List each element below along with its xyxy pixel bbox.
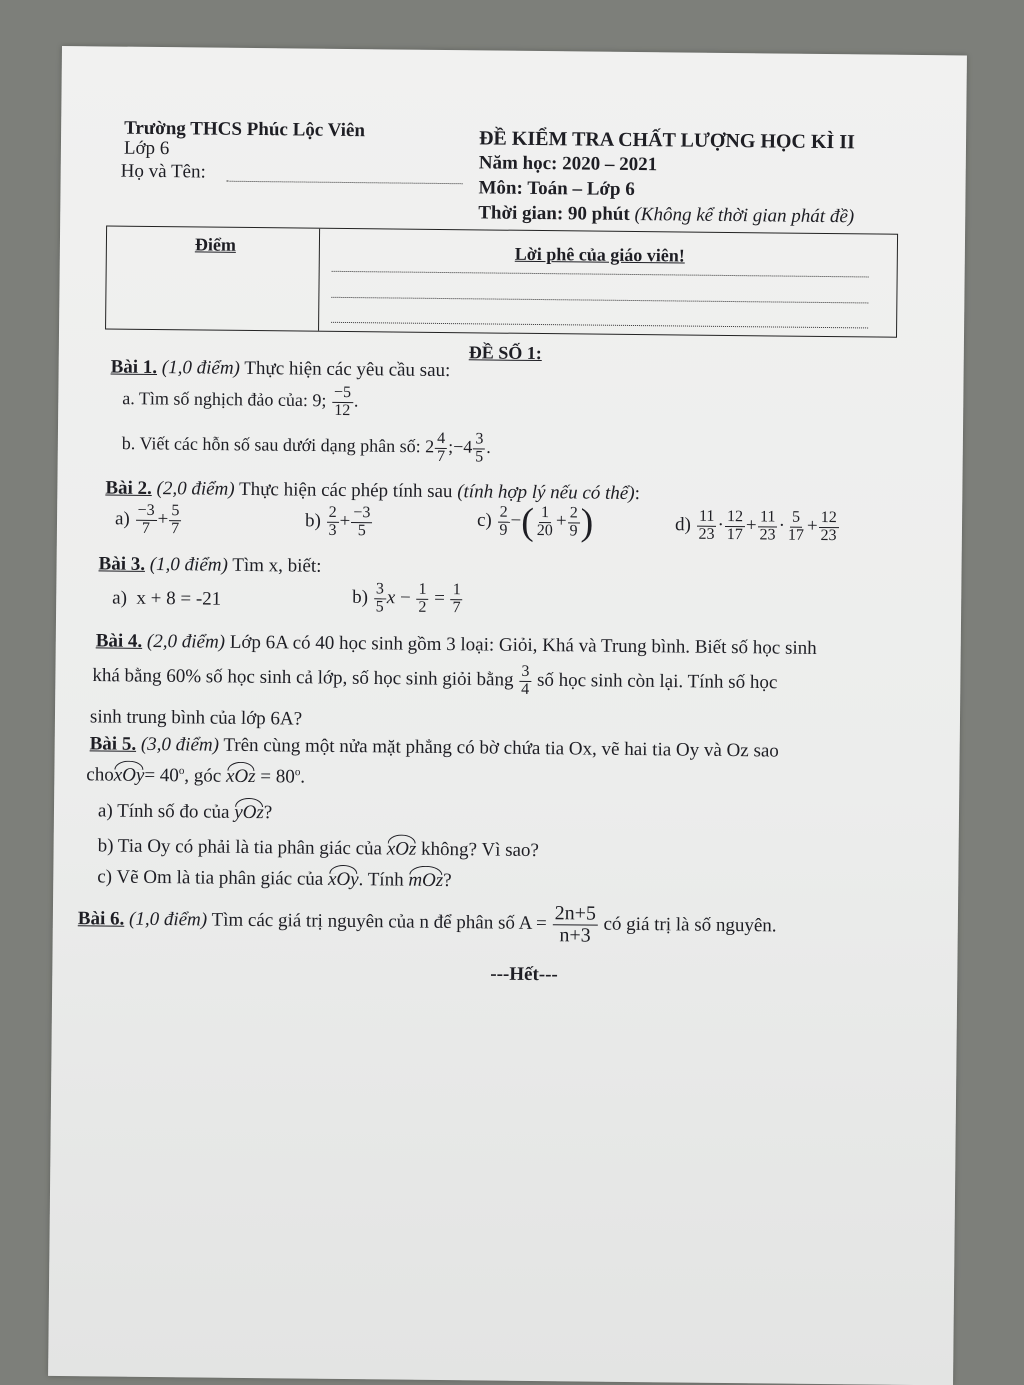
student-name-line bbox=[227, 181, 463, 184]
q2-note: (tính hợp lý nếu có thể) bbox=[457, 481, 635, 505]
q5-points: (3,0 điểm) bbox=[140, 733, 220, 756]
q5-line1: Trên cùng một nửa mặt phẳng có bờ chứa tia Ox, vẽ hai tia Oy và Oz sao bbox=[223, 734, 779, 762]
q2a-expression: a) $\frac{-3}{7}$ + $\frac{5}{7}$ bbox=[114, 501, 180, 538]
class-label: Lớp 6 bbox=[123, 137, 170, 160]
q4-line2a: khá bằng 60% số học sinh cả lớp, số học sinh giỏi bằng bbox=[92, 665, 514, 691]
q4-label: Bài 4. bbox=[95, 630, 143, 652]
q1-text: Thực hiện các yêu cầu sau: bbox=[244, 357, 451, 382]
q6-label: Bài 6. bbox=[77, 908, 125, 930]
q1b-text: b. Viết các hỗn số sau dưới dạng phân số: bbox=[121, 433, 421, 457]
grade-table bbox=[105, 225, 898, 337]
comment-line-3 bbox=[331, 322, 868, 329]
q1a-fraction: $\frac{-5}{12}$ bbox=[332, 385, 353, 420]
q3-text: Tìm x, biết: bbox=[232, 554, 322, 577]
q4-line3: sinh trung bình của lớp 6A? bbox=[89, 706, 303, 730]
exam-paper: Trường THCS Phúc Lộc Viên Lớp 6 Họ và Tên: ĐỀ KIỂM TRA CHẤT LƯỢNG HỌC KÌ II Năm học: 2020 – 2021 Môn: Toán – Lớp 6 Thời gian: 90 phút (Không kể thời gian phát đề) Điểm Lời phê của giáo viên! ĐỀ SỐ 1: Bài 1. (1,0 điểm) Thực hiện các yêu cầu sau: a. Tìm số nghịch đảo của: 9; $\frac{-5}{12}$ . b. Viết các hỗn số sau dưới dạng phân số: 2 $\frac{4}{7}$ ;−4 $\frac{3}{5}$ . Bài 2. (2,0 điểm) Thực hiện các phép tính sau (tính hợp lý nếu có thể): a) $\frac{-3}{7}$ + $\frac{5}{7}$ b) $\frac{2}{3}$ + $\frac{-3}{5}$ c) $\frac{2}{9}$ −( $\frac{1}{20}$ + $\frac{2}{9}$ ) d) $\frac{11}{23}$ · $\frac{12}{17}$ + $\frac{11}{23}$ · $\frac{5}{17}$ + $\frac{12}{23}$ Bài 3. (1,0 điểm) Tìm x, biết: a) x + 8 = -21 b) $\frac{3}{5}$ x − $\frac{1}{2}$ = $\frac{1}{7}$ Bài 4. (2,0 điểm) Lớp 6A có 40 học sinh gồm 3 loại: Giỏi, Khá và Trung bình. Biết số học sinh khá bằng 60% số học sinh cả lớp, số học sinh giỏi bằng $\frac{3}{4}$ số học sinh còn lại. Tính số học sinh trung bình của lớp 6A? Bài 5. (3,0 điểm) Trên cùng một nửa mặt phẳng có bờ chứa tia Ox, vẽ hai tia Oy và Oz sao choxOy= $40^o$, góc xOz = $80^o$. a) Tính số đo của yOz? b) Tia Oy có phải là tia phân giác của xOz không? Vì sao? c) Vẽ Om là tia phân giác của xOy. Tính mOz? Bài 6. (1,0 điểm) Tìm các giá trị nguyên của n để phân số A = $\frac{2n+5}{n+3}$ có giá trị là số nguyên. ---Hết--- bbox=[48, 46, 967, 1385]
q2d-expression: d) $\frac{11}{23}$ · $\frac{12}{17}$ + $\frac{11}{23}$ · $\frac{5}{17}$ + $\frac{12}{23}$ bbox=[674, 507, 837, 544]
q2-text: Thực hiện các phép tính sau bbox=[238, 478, 453, 503]
q3-label: Bài 3. bbox=[98, 553, 146, 575]
q6-line bbox=[78, 898, 777, 948]
q6-fraction: $\frac{2n+5}{n+3}$ bbox=[552, 903, 598, 946]
comment-line-2 bbox=[331, 297, 868, 304]
q1b-mixed-1: $\frac{4}{7}$ bbox=[436, 429, 446, 465]
student-name-label: Họ và Tên: bbox=[120, 160, 206, 183]
grade-table-divider bbox=[318, 229, 320, 331]
school-name: Trường THCS Phúc Lộc Viên bbox=[124, 117, 366, 142]
q4-line2b: số học sinh còn lại. Tính số học bbox=[536, 669, 778, 694]
q5a-text: a) Tính số đo của yOz? bbox=[97, 800, 273, 824]
end-marker: ---Hết--- bbox=[490, 963, 558, 986]
time-limit: Thời gian: 90 phút bbox=[478, 202, 630, 225]
exam-code: ĐỀ SỐ 1: bbox=[468, 342, 542, 364]
q5b-text: b) Tia Oy có phải là tia phân giác của xOz không? Vì sao? bbox=[97, 835, 540, 862]
angle-xoz: xOz bbox=[225, 765, 256, 788]
q5-label: Bài 5. bbox=[89, 733, 137, 755]
subject: Môn: Toán – Lớp 6 bbox=[478, 177, 635, 201]
q4-line1: Lớp 6A có 40 học sinh gồm 3 loại: Giỏi, Khá và Trung bình. Biết số học sinh bbox=[229, 631, 817, 659]
comment-line-1 bbox=[332, 271, 869, 278]
q6-points: (1,0 điểm) bbox=[128, 908, 208, 931]
score-label: Điểm bbox=[194, 234, 237, 255]
q1b-mixed-2: $\frac{3}{5}$ bbox=[475, 430, 484, 466]
angle-yoz: yOz bbox=[234, 801, 264, 824]
q5-line2: choxOy= $40^o$, góc xOz = $80^o$. bbox=[86, 764, 306, 788]
q2b-expression: b) $\frac{2}{3}$ + $\frac{-3}{5}$ bbox=[304, 503, 371, 540]
q3a-expression: a) x + 8 = -21 bbox=[112, 587, 222, 610]
q1-label: Bài 1. bbox=[110, 356, 158, 379]
q6-end: có giá trị là số nguyên. bbox=[603, 913, 777, 937]
school-year: Năm học: 2020 – 2021 bbox=[478, 152, 658, 176]
q3-points: (1,0 điểm) bbox=[149, 553, 228, 576]
q3b-expression: b) $\frac{3}{5}$ x − $\frac{1}{2}$ = $\frac{1}{7}$ bbox=[352, 580, 461, 617]
exam-title: ĐỀ KIỂM TRA CHẤT LƯỢNG HỌC KÌ II bbox=[478, 127, 855, 154]
q1a-text: a. Tìm số nghịch đảo của: 9; bbox=[122, 388, 327, 411]
q2c-expression: c) $\frac{2}{9}$ −( $\frac{1}{20}$ + $\frac{2}{9}$ ) bbox=[476, 500, 594, 544]
q6-text: Tìm các giá trị nguyên của n để phân số A = bbox=[211, 909, 547, 934]
q4-fraction: $\frac{3}{4}$ bbox=[521, 662, 530, 698]
q2-label: Bài 2. bbox=[105, 477, 152, 499]
time-note: (Không kể thời gian phát đề) bbox=[634, 204, 855, 228]
angle-xoy: xOy bbox=[113, 764, 145, 786]
q1-points: (1,0 điểm) bbox=[161, 357, 241, 379]
teacher-comment-label: Lời phê của giáo viên! bbox=[514, 243, 685, 266]
q4-points: (2,0 điểm) bbox=[146, 630, 226, 653]
angle-moz: mOz bbox=[408, 869, 444, 892]
q2-points: (2,0 điểm) bbox=[156, 478, 235, 500]
q5c-text: c) Vẽ Om là tia phân giác của xOy. Tính mOz? bbox=[97, 866, 452, 892]
